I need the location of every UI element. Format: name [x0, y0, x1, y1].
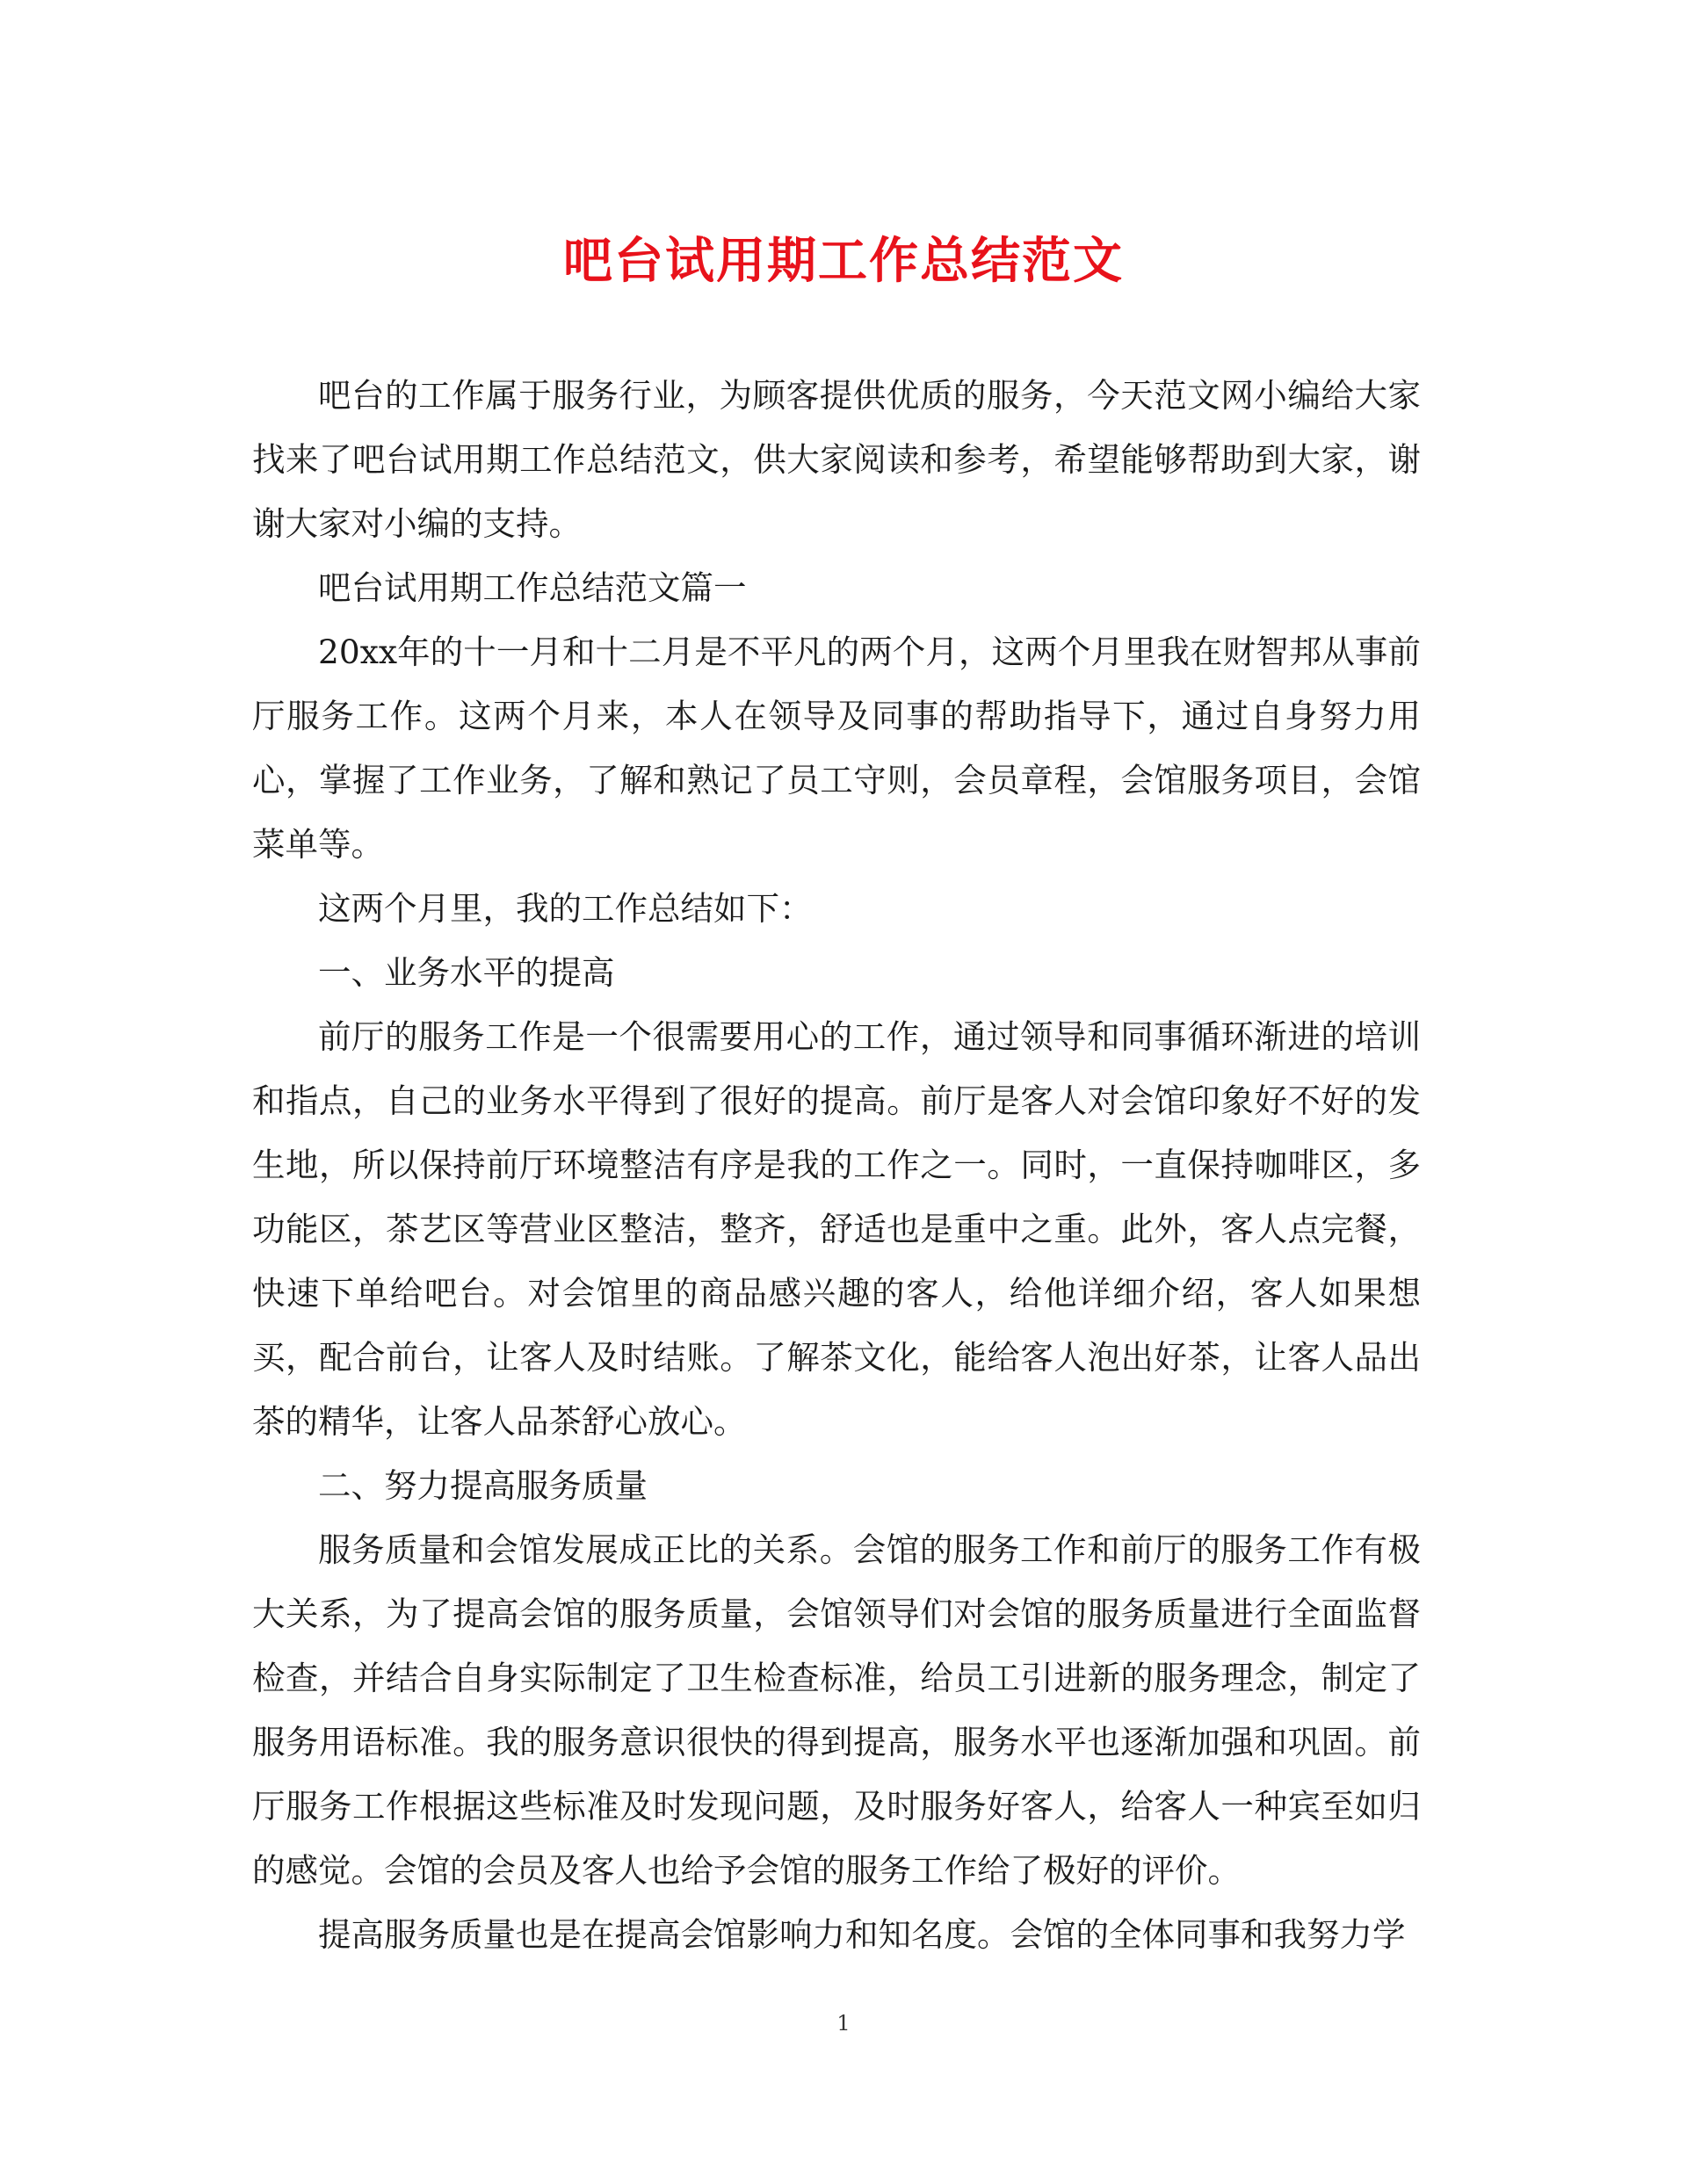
page-number: 1 — [836, 2011, 851, 2036]
paragraph: 这两个月里，我的工作总结如下： — [318, 889, 813, 928]
paragraph: 20xx年的十一月和十二月是不平凡的两个月，这两个月里我在财智邦从事前厅服务工作。这两个月来，本人在领导及同事的帮助指导下，通过自身努力用心，掌握了工作业务，了解和熟记了员工守则，会员章程，会馆服务项目，会馆菜单等。 — [252, 633, 1421, 864]
paragraph: 服务质量和会馆发展成正比的关系。会馆的服务工作和前厅的服务工作有极大关系，为了提高会馆的服务质量，会馆领导们对会馆的服务质量进行全面监督检查，并结合自身实际制定了卫生检查标准，给员工引进新的服务理念，制定了服务用语标准。我的服务意识很快的得到提高，服务水平也逐渐加强和巩固。前厅服务工作根据这些标准及时发现问题，及时服务好客人，给客人一种宾至如归的感觉。会馆的会员及客人也给予会馆的服务工作给了极好的评价。 — [252, 1530, 1421, 1890]
paragraph-subheading: 二、努力提高服务质量 — [318, 1466, 648, 1505]
document-body — [252, 364, 1421, 1967]
paragraph-subheading: 一、业务水平的提高 — [318, 953, 615, 992]
paragraph-section-heading: 吧台试用期工作总结范文篇一 — [318, 568, 747, 607]
document-title: 吧台试用期工作总结范文 — [563, 232, 1124, 290]
paragraph-intro: 吧台的工作属于服务行业，为顾客提供优质的服务，今天范文网小编给大家找来了吧台试用期工作总结范文，供大家阅读和参考，希望能够帮助到大家，谢谢大家对小编的支持。 — [252, 376, 1421, 543]
paragraph: 前厅的服务工作是一个很需要用心的工作，通过领导和同事循环渐进的培训和指点，自己的业务水平得到了很好的提高。前厅是客人对会馆印象好不好的发生地，所以保持前厅环境整洁有序是我的工作之一。同时，一直保持咖啡区，多功能区，茶艺区等营业区整洁，整齐，舒适也是重中之重。此外，客人点完餐，快速下单给吧台。对会馆里的商品感兴趣的客人，给他详细介绍，客人如果想买，配合前台，让客人及时结账。了解茶文化，能给客人泡出好茶，让客人品出茶的精华，让客人品茶舒心放心。 — [252, 1017, 1421, 1441]
paragraph: 提高服务质量也是在提高会馆影响力和知名度。会馆的全体同事和我努力学 — [318, 1915, 1406, 1954]
